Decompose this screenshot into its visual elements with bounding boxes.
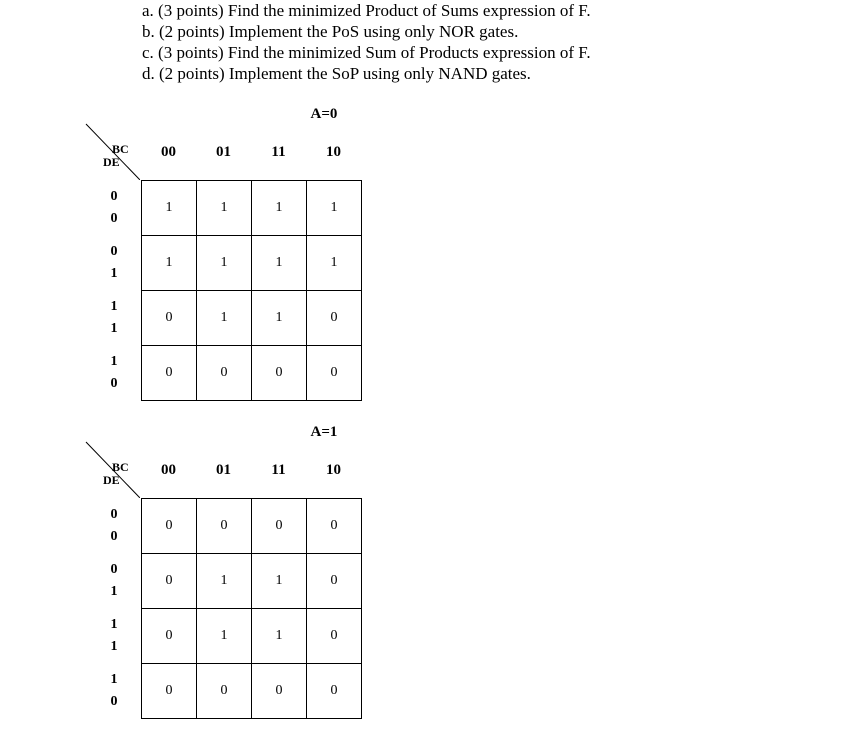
- kmap-cell: 1: [252, 291, 307, 346]
- kmap-title: A=0: [310, 106, 338, 122]
- col-variable-label: BC: [112, 142, 129, 156]
- col-header: 01: [216, 144, 231, 160]
- kmap-row: [142, 181, 362, 236]
- kmap-cell: 0: [142, 499, 197, 554]
- row-header: [104, 504, 124, 548]
- kmap-cell: 1: [252, 609, 307, 664]
- kmap-row: [142, 291, 362, 346]
- row-bit-e: 0: [110, 529, 118, 544]
- row-header: [104, 559, 124, 603]
- kmap-row: [142, 554, 362, 609]
- col-header: 11: [271, 144, 286, 160]
- kmap-row: [142, 664, 362, 719]
- kmap-cell: 0: [307, 346, 362, 401]
- row-header: [104, 669, 124, 713]
- kmap-grid: [141, 498, 362, 719]
- kmap-cell: 1: [197, 236, 252, 291]
- row-header: [104, 186, 124, 230]
- row-header: [104, 351, 124, 395]
- kmap-cell: 1: [197, 181, 252, 236]
- kmap-cell: 0: [197, 346, 252, 401]
- kmap-title: A=1: [310, 424, 338, 440]
- kmap-cell: 1: [142, 236, 197, 291]
- col-header: 01: [216, 462, 231, 478]
- kmap-cell: 0: [307, 291, 362, 346]
- row-bit-d: 1: [110, 299, 118, 314]
- row-bit-d: 1: [110, 617, 118, 632]
- col-header: 00: [161, 462, 176, 478]
- col-variable-label: BC: [112, 460, 129, 474]
- row-header: [104, 241, 124, 285]
- kmap-cell: 0: [142, 554, 197, 609]
- kmap-cell: 1: [197, 554, 252, 609]
- row-bit-d: 0: [110, 189, 118, 204]
- kmap-cell: 0: [252, 664, 307, 719]
- kmap-cell: 0: [252, 346, 307, 401]
- question-b: b. (2 points) Implement the PoS using only NOR gates.: [142, 22, 519, 41]
- question-list: [142, 0, 591, 84]
- kmap-cell: 1: [197, 291, 252, 346]
- row-bit-d: 1: [110, 354, 118, 369]
- row-bit-e: 0: [110, 211, 118, 226]
- kmap-cell: 0: [197, 664, 252, 719]
- row-bit-e: 1: [110, 584, 118, 599]
- col-header: 00: [161, 144, 176, 160]
- kmap-cell: 1: [252, 181, 307, 236]
- row-bit-e: 1: [110, 639, 118, 654]
- kmap-cell: 1: [307, 181, 362, 236]
- kmap-cell: 0: [307, 499, 362, 554]
- col-header: 11: [271, 462, 286, 478]
- row-header: [104, 614, 124, 658]
- kmap-row: [142, 609, 362, 664]
- kmap-row: [142, 346, 362, 401]
- kmap-row: [142, 236, 362, 291]
- row-bit-d: 0: [110, 562, 118, 577]
- kmap-cell: 0: [142, 609, 197, 664]
- kmap-cell: 0: [142, 346, 197, 401]
- col-header: 10: [326, 144, 341, 160]
- row-bit-d: 0: [110, 244, 118, 259]
- row-bit-d: 0: [110, 507, 118, 522]
- kmap-row: [142, 499, 362, 554]
- kmap-cell: 1: [197, 609, 252, 664]
- kmap-cell: 1: [252, 554, 307, 609]
- kmap-cell: 1: [142, 181, 197, 236]
- row-bit-e: 1: [110, 321, 118, 336]
- kmap-cell: 0: [307, 554, 362, 609]
- question-c: c. (3 points) Find the minimized Sum of Products expression of F.: [142, 43, 591, 62]
- row-variable-label: DE: [103, 155, 120, 169]
- kmap-cell: 1: [307, 236, 362, 291]
- kmap-cell: 0: [142, 664, 197, 719]
- question-d: d. (2 points) Implement the SoP using only NAND gates.: [142, 64, 531, 83]
- col-header: 10: [326, 462, 341, 478]
- row-bit-e: 0: [110, 694, 118, 709]
- row-bit-e: 1: [110, 266, 118, 281]
- row-bit-e: 0: [110, 376, 118, 391]
- kmap-cell: 0: [197, 499, 252, 554]
- kmap-grid: [141, 180, 362, 401]
- row-variable-label: DE: [103, 473, 120, 487]
- kmap-cell: 0: [307, 609, 362, 664]
- kmap-cell: 1: [252, 236, 307, 291]
- row-bit-d: 1: [110, 672, 118, 687]
- kmap-cell: 0: [252, 499, 307, 554]
- kmap-cell: 0: [142, 291, 197, 346]
- question-a: a. (3 points) Find the minimized Product of Sums expression of F.: [142, 1, 591, 20]
- row-header: [104, 296, 124, 340]
- kmap-cell: 0: [307, 664, 362, 719]
